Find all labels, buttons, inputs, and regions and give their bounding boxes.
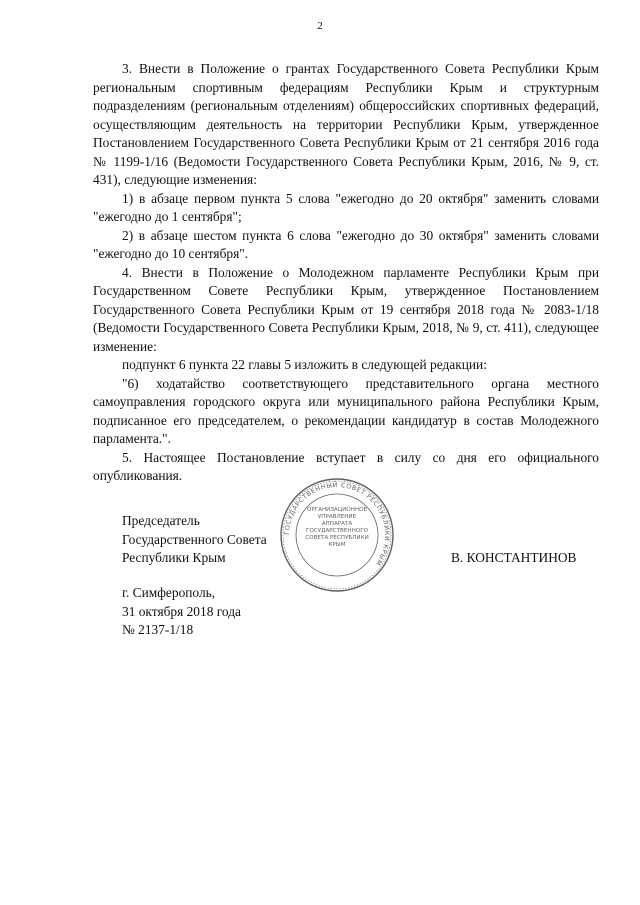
signer-title-line-1: Председатель — [122, 513, 200, 528]
official-seal-icon — [279, 477, 395, 593]
paragraph-effective-date: 5. Настоящее Постановление вступает в силу со дня его официального опубликования. — [93, 449, 599, 483]
issue-details — [122, 584, 241, 640]
issue-number: № 2137-1/18 — [122, 622, 194, 637]
document-body — [93, 60, 599, 486]
paragraph-amendment-3: 3. Внести в Положение о грантах Государственного Совета Республики Крым региональным спортивным федерациям Республики Крым и структурным подразделениям (региональным отделениям) общероссийских спортивных федераций, осуществляющим деятельность на территории Республики Крым, утвержденное Постановлением Государственного Совета Республики Крым от 21 сентября 2016 года № 1199-1/16 (Ведомости Государственного Совета Республики Крым, 2016, № 9, ст. 431), следующие изменения: — [93, 61, 599, 187]
issue-place: г. Симферополь, — [122, 585, 216, 600]
seal-outer-text: ГОСУДАРСТВЕННЫЙ СОВЕТ РЕСПУБЛИКИ КРЫМ — [282, 480, 392, 568]
signer-title-line-3: Республики Крым — [122, 550, 226, 565]
signer-name: В. КОНСТАНТИНОВ — [451, 550, 577, 565]
paragraph-amendment-4-quote: "6) ходатайство соответствующего представительного органа местного самоуправления городского округа или муниципального района Республики Крым, подписанное его председателем, о рекомендации кандидатур в состав Молодежного парламента.". — [93, 375, 599, 446]
signer-title-line-2: Государственного Совета — [122, 531, 267, 547]
paragraph-amendment-4-subitem: подпункт 6 пункта 22 главы 5 изложить в следующей редакции: — [122, 357, 487, 372]
page-number: 2 — [317, 20, 323, 32]
paragraph-amendment-4: 4. Внести в Положение о Молодежном парламенте Республики Крым при Государственном Совете Республики Крым, утвержденное Постановлением Государственного Совета Республики Крым от 19 сентября 2018 года № 2083-1/18 (Ведомости Государственного Совета Республики Крым, 2018, № 9, ст. 411), следующее изменение: — [93, 264, 599, 354]
paragraph-amendment-3-item-2: 2) в абзаце шестом пункта 6 слова "ежегодно до 30 октября" заменить словами "ежегодно до 10 сентября". — [93, 227, 599, 261]
signature-block — [122, 512, 267, 568]
issue-date: 31 октября 2018 года — [122, 603, 241, 619]
paragraph-amendment-3-item-1: 1) в абзаце первом пункта 5 слова "ежегодно до 20 октября" заменить словами "ежегодно до 1 сентября"; — [93, 190, 599, 224]
seal-inner-text: ОРГАНИЗАЦИОННОЕ УПРАВЛЕНИЕ АППАРАТА ГОСУДАРСТВЕННОГО СОВЕТА РЕСПУБЛИКИ КРЫМ — [305, 507, 369, 548]
